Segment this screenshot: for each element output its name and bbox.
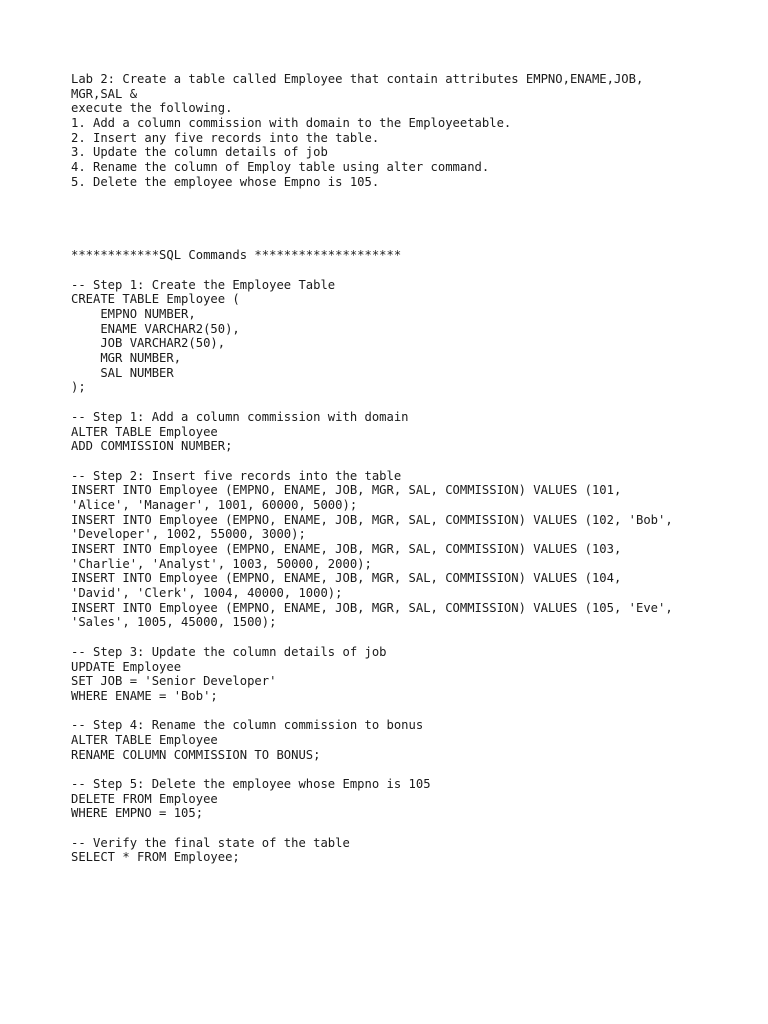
text-line: MGR NUMBER, <box>71 351 182 366</box>
blank-line <box>71 762 731 777</box>
text-line: ADD COMMISSION NUMBER; <box>71 439 233 454</box>
text-line: UPDATE Employee <box>71 659 182 674</box>
text-line: INSERT INTO Employee (EMPNO, ENAME, JOB, MGR, SAL, COMMISSION) VALUES (101, <box>71 483 622 498</box>
blank-line <box>71 204 731 219</box>
blank-line <box>71 630 731 645</box>
text-line: ); <box>71 380 86 395</box>
text-line: 4. Rename the column of Employ table using alter command. <box>71 160 490 175</box>
text-line: 'Alice', 'Manager', 1001, 60000, 5000); <box>71 497 358 512</box>
text-line: WHERE ENAME = 'Bob'; <box>71 688 218 703</box>
text-line: WHERE EMPNO = 105; <box>71 806 204 821</box>
text-line: SET JOB = 'Senior Developer' <box>71 674 277 689</box>
text-line: RENAME COLUMN COMMISSION TO BONUS; <box>71 747 321 762</box>
text-line: 'Developer', 1002, 55000, 3000); <box>71 527 306 542</box>
blank-line <box>71 234 731 249</box>
blank-line <box>71 454 731 469</box>
blank-line <box>71 704 731 719</box>
text-line: EMPNO NUMBER, <box>71 307 196 321</box>
text-line: Lab 2: Create a table called Employee that contain attributes EMPNO,ENAME,JOB, <box>71 72 644 86</box>
text-line: -- Step 1: Add a column commission with domain <box>71 409 409 424</box>
text-line: -- Step 4: Rename the column commission to bonus <box>71 718 424 733</box>
text-line: INSERT INTO Employee (EMPNO, ENAME, JOB, MGR, SAL, COMMISSION) VALUES (103, <box>71 542 622 556</box>
text-line: INSERT INTO Employee (EMPNO, ENAME, JOB, MGR, SAL, COMMISSION) VALUES (105, 'Eve', <box>71 600 673 615</box>
document-page <box>71 72 731 865</box>
text-line: ************SQL Commands ******************** <box>71 248 402 263</box>
text-line: SELECT * FROM Employee; <box>71 850 240 865</box>
text-line: -- Step 3: Update the column details of job <box>71 644 387 659</box>
text-line: ALTER TABLE Employee <box>71 424 218 439</box>
text-line: -- Step 1: Create the Employee Table <box>71 277 336 292</box>
blank-line <box>71 263 731 278</box>
text-line: INSERT INTO Employee (EMPNO, ENAME, JOB, MGR, SAL, COMMISSION) VALUES (104, <box>71 571 622 586</box>
text-line: 5. Delete the employee whose Empno is 105. <box>71 174 380 189</box>
text-line: 'Charlie', 'Analyst', 1003, 50000, 2000); <box>71 556 372 571</box>
text-line: MGR,SAL & <box>71 86 138 101</box>
blank-line <box>71 219 731 234</box>
text-line: INSERT INTO Employee (EMPNO, ENAME, JOB, MGR, SAL, COMMISSION) VALUES (102, 'Bob', <box>71 512 673 527</box>
text-line: execute the following. <box>71 101 233 116</box>
text-line: ALTER TABLE Employee <box>71 732 218 747</box>
text-line: CREATE TABLE Employee ( <box>71 292 240 307</box>
text-line: 'David', 'Clerk', 1004, 40000, 1000); <box>71 586 343 601</box>
text-line: ENAME VARCHAR2(50), <box>71 321 240 336</box>
text-line: -- Verify the final state of the table <box>71 835 350 850</box>
blank-line <box>71 395 731 410</box>
text-line: JOB VARCHAR2(50), <box>71 336 226 351</box>
text-line: -- Step 2: Insert five records into the table <box>71 468 402 483</box>
text-line: 3. Update the column details of job <box>71 145 328 160</box>
text-line: 2. Insert any five records into the table. <box>71 130 380 145</box>
text-line: -- Step 5: Delete the employee whose Empno is 105 <box>71 777 431 791</box>
blank-line <box>71 190 731 205</box>
text-line: 1. Add a column commission with domain to the Employeetable. <box>71 116 512 131</box>
blank-line <box>71 821 731 836</box>
text-line: SAL NUMBER <box>71 365 174 380</box>
text-line: 'Sales', 1005, 45000, 1500); <box>71 615 277 630</box>
text-line: DELETE FROM Employee <box>71 791 218 806</box>
